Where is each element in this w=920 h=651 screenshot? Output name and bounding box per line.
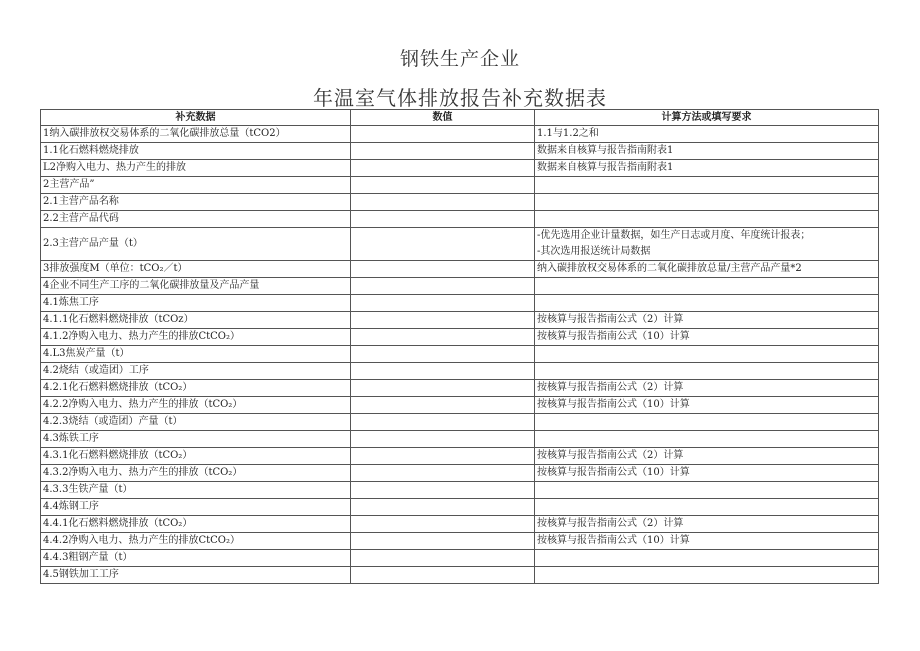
table-row bbox=[41, 363, 879, 380]
row-value-cell[interactable] bbox=[351, 261, 535, 278]
row-value-cell[interactable] bbox=[351, 533, 535, 550]
row-method-cell bbox=[535, 482, 879, 499]
row-method-cell: 按核算与报告指南公式（2）计算 bbox=[535, 312, 879, 329]
row-value-cell[interactable] bbox=[351, 414, 535, 431]
row-value-cell[interactable] bbox=[351, 312, 535, 329]
row-method-cell bbox=[535, 346, 879, 363]
table-body bbox=[41, 126, 879, 584]
table-row bbox=[41, 278, 879, 295]
row-method-cell bbox=[535, 211, 879, 228]
table-row bbox=[41, 211, 879, 228]
row-method-cell: 按核算与报告指南公式（2）计算 bbox=[535, 380, 879, 397]
row-value-cell[interactable] bbox=[351, 329, 535, 346]
row-value-cell[interactable] bbox=[351, 143, 535, 160]
row-item-cell: 4.2烧结（或造团）工序 bbox=[41, 363, 351, 380]
row-method-cell bbox=[535, 177, 879, 194]
document-subtitle: 年温室气体排放报告补充数据表 bbox=[313, 86, 607, 110]
table-row bbox=[41, 397, 879, 414]
row-value-cell[interactable] bbox=[351, 160, 535, 177]
table-row bbox=[41, 482, 879, 499]
table-row bbox=[41, 228, 879, 261]
row-value-cell[interactable] bbox=[351, 363, 535, 380]
row-method-cell: 按核算与报告指南公式（2）计算 bbox=[535, 516, 879, 533]
row-item-cell: 4.2.3烧结（或造团）产量（t） bbox=[41, 414, 351, 431]
row-method-cell bbox=[535, 228, 879, 261]
table-header-row bbox=[41, 110, 879, 126]
table-row bbox=[41, 448, 879, 465]
table-row bbox=[41, 261, 879, 278]
table-row bbox=[41, 177, 879, 194]
row-method-cell: 按核算与报告指南公式（2）计算 bbox=[535, 448, 879, 465]
row-value-cell[interactable] bbox=[351, 550, 535, 567]
row-item-cell: 4.1炼焦工序 bbox=[41, 295, 351, 312]
row-method-cell bbox=[535, 295, 879, 312]
row-method-cell bbox=[535, 194, 879, 211]
row-value-cell[interactable] bbox=[351, 431, 535, 448]
row-item-cell: L2净购入电力、热力产生的排放 bbox=[41, 160, 351, 177]
row-value-cell[interactable] bbox=[351, 567, 535, 584]
method-line-1: -优先选用企业计量数据，如生产日志或月度、年度统计报表； bbox=[537, 230, 811, 241]
row-value-cell[interactable] bbox=[351, 228, 535, 261]
row-item-cell: 4.2.1化石燃料燃烧排放（tCO₂） bbox=[41, 380, 351, 397]
row-method-cell: 按核算与报告指南公式（10）计算 bbox=[535, 397, 879, 414]
table-row bbox=[41, 380, 879, 397]
row-value-cell[interactable] bbox=[351, 482, 535, 499]
row-method-cell bbox=[535, 414, 879, 431]
row-method-cell: 数据来自核算与报告指南附表1 bbox=[535, 143, 879, 160]
row-value-cell[interactable] bbox=[351, 194, 535, 211]
row-item-cell: 4.4.1化石燃料燃烧排放（tCO₂） bbox=[41, 516, 351, 533]
table-row bbox=[41, 550, 879, 567]
row-value-cell[interactable] bbox=[351, 516, 535, 533]
row-item-cell: 2主营产品” bbox=[41, 177, 351, 194]
row-value-cell[interactable] bbox=[351, 380, 535, 397]
row-item-cell: 2.3主营产品产量（t） bbox=[41, 228, 351, 261]
table-row bbox=[41, 465, 879, 482]
row-item-cell: 2.1主营产品名称 bbox=[41, 194, 351, 211]
table-row bbox=[41, 431, 879, 448]
method-line-2: -其次选用报送统计局数据 bbox=[537, 246, 651, 257]
row-item-cell: 4.3.2净购入电力、热力产生的排放（tCO₂） bbox=[41, 465, 351, 482]
row-value-cell[interactable] bbox=[351, 278, 535, 295]
table-row bbox=[41, 567, 879, 584]
row-item-cell: 4.4.2净购入电力、热力产生的排放CtCO₂） bbox=[41, 533, 351, 550]
row-value-cell[interactable] bbox=[351, 177, 535, 194]
row-item-cell: 2.2主营产品代码 bbox=[41, 211, 351, 228]
row-method-cell: 按核算与报告指南公式（10）计算 bbox=[535, 465, 879, 482]
table-row bbox=[41, 295, 879, 312]
row-value-cell[interactable] bbox=[351, 448, 535, 465]
row-method-cell: 纳入碳排放权交易体系的二氧化碳排放总量/主营产品产量*2 bbox=[535, 261, 879, 278]
table-row bbox=[41, 516, 879, 533]
row-item-cell: 4.5钢铁加工工序 bbox=[41, 567, 351, 584]
supplementary-data-table bbox=[40, 109, 879, 584]
row-value-cell[interactable] bbox=[351, 211, 535, 228]
row-method-cell bbox=[535, 550, 879, 567]
table-row bbox=[41, 312, 879, 329]
row-value-cell[interactable] bbox=[351, 346, 535, 363]
row-method-cell: 按核算与报告指南公式（10）计算 bbox=[535, 533, 879, 550]
table-row bbox=[41, 126, 879, 143]
row-value-cell[interactable] bbox=[351, 397, 535, 414]
table-row bbox=[41, 160, 879, 177]
table-row bbox=[41, 533, 879, 550]
row-method-cell: 数据来自核算与报告指南附表1 bbox=[535, 160, 879, 177]
row-item-cell: 4.4炼钢工序 bbox=[41, 499, 351, 516]
row-item-cell: 4.1.1化石燃料燃烧排放（tCOz） bbox=[41, 312, 351, 329]
row-method-cell bbox=[535, 499, 879, 516]
row-item-cell: 1纳入碳排放权交易体系的二氧化碳排放总量（tCO2） bbox=[41, 126, 351, 143]
row-value-cell[interactable] bbox=[351, 465, 535, 482]
row-item-cell: 4.2.2净购入电力、热力产生的排放（tCO₂） bbox=[41, 397, 351, 414]
row-item-cell: 4.3炼铁工序 bbox=[41, 431, 351, 448]
table-row bbox=[41, 499, 879, 516]
row-item-cell: 4.L3焦炭产量（t） bbox=[41, 346, 351, 363]
row-method-cell bbox=[535, 567, 879, 584]
row-item-cell: 4.1.2净购入电力、热力产生的排放CtCO₂） bbox=[41, 329, 351, 346]
row-item-cell: 4企业不同生产工序的二氧化碳排放量及产品产量 bbox=[41, 278, 351, 295]
column-header-value: 数值 bbox=[351, 110, 535, 126]
row-value-cell[interactable] bbox=[351, 126, 535, 143]
row-method-cell: 按核算与报告指南公式（10）计算 bbox=[535, 329, 879, 346]
table-row bbox=[41, 329, 879, 346]
table-row bbox=[41, 143, 879, 160]
row-method-cell bbox=[535, 363, 879, 380]
document-title: 钢铁生产企业 bbox=[399, 48, 520, 70]
row-value-cell[interactable] bbox=[351, 499, 535, 516]
table-row bbox=[41, 194, 879, 211]
row-item-cell: 3排放强度M（单位：tCO₂／t） bbox=[41, 261, 351, 278]
row-method-cell bbox=[535, 431, 879, 448]
row-item-cell: 4.4.3粗钢产量（t） bbox=[41, 550, 351, 567]
row-item-cell: 4.3.1化石燃料燃烧排放（tCO₂） bbox=[41, 448, 351, 465]
row-item-cell: 1.1化石燃料燃烧排放 bbox=[41, 143, 351, 160]
table-row bbox=[41, 414, 879, 431]
row-method-cell bbox=[535, 278, 879, 295]
column-header-item: 补充数据 bbox=[41, 110, 351, 126]
row-value-cell[interactable] bbox=[351, 295, 535, 312]
row-method-cell: 1.1与1.2之和 bbox=[535, 126, 879, 143]
column-header-method: 计算方法或填写要求 bbox=[535, 110, 879, 126]
row-item-cell: 4.3.3生铁产量（t） bbox=[41, 482, 351, 499]
table-row bbox=[41, 346, 879, 363]
